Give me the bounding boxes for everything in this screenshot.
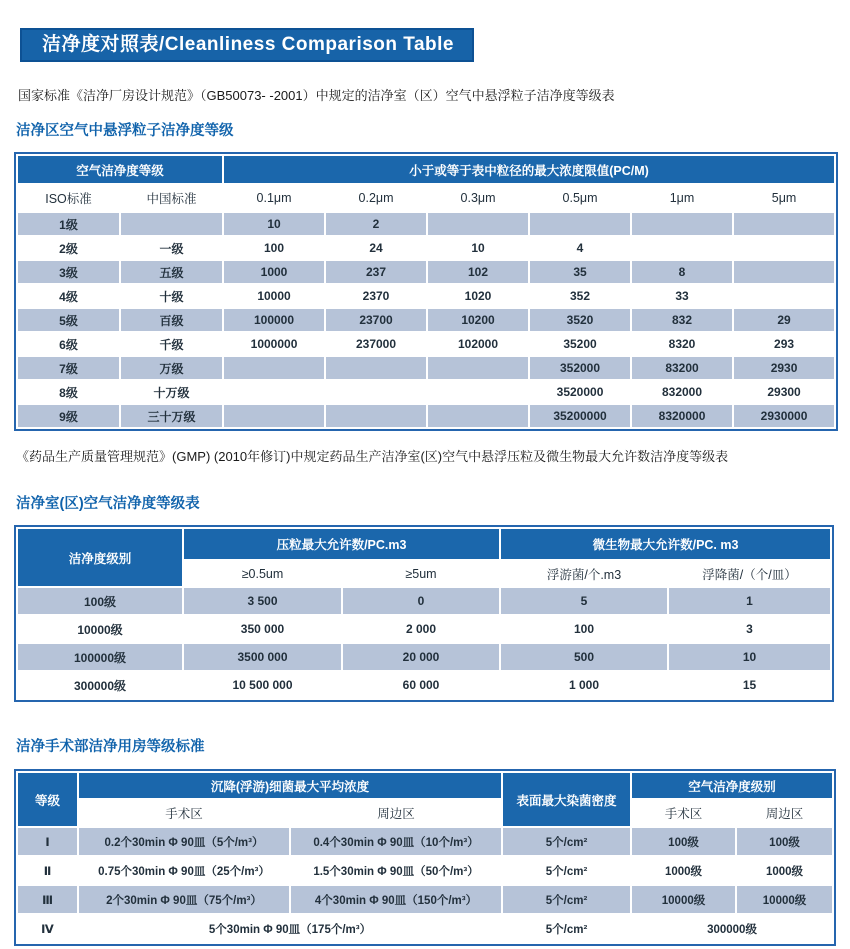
table-cell: 35200	[530, 333, 630, 355]
table-cell: 100	[224, 237, 324, 259]
table-row	[18, 405, 834, 427]
table-cell: 1020	[428, 285, 528, 307]
column-header: 手术区	[632, 800, 735, 826]
header-row	[18, 800, 832, 826]
table-cell: 2级	[18, 237, 119, 259]
table-cell: 100	[501, 616, 667, 642]
table-cell	[734, 285, 834, 307]
table-row	[18, 381, 834, 403]
table-cell	[121, 213, 222, 235]
table-cell: 5个/cm²	[503, 857, 630, 884]
table-cell: 20 000	[343, 644, 499, 670]
cleanroom-level-table	[14, 525, 834, 702]
table-cell: 83200	[632, 357, 732, 379]
table-cell: 7级	[18, 357, 119, 379]
table-cell: 1级	[18, 213, 119, 235]
table-row	[18, 588, 830, 614]
section1-heading: 洁净区空气中悬浮粒子洁净度等级	[16, 123, 234, 139]
table-cell: 8级	[18, 381, 119, 403]
table-cell: 100000级	[18, 644, 182, 670]
header-row	[18, 156, 834, 183]
table-cell: 2930000	[734, 405, 834, 427]
table-cell: Ⅳ	[18, 915, 77, 942]
table-cell: 0	[343, 588, 499, 614]
table-cell: 100000	[224, 309, 324, 331]
section3-heading: 洁净手术部洁净用房等级标准	[16, 739, 205, 755]
table-cell: 293	[734, 333, 834, 355]
table-cell: 10200	[428, 309, 528, 331]
table-cell: 0.75个30min Φ 90皿（25个/m³）	[79, 857, 289, 884]
column-header: 周边区	[737, 800, 832, 826]
table-cell: 832	[632, 309, 732, 331]
table-cell: 10000级	[737, 886, 832, 913]
table-cell	[428, 405, 528, 427]
table-cell: 2 000	[343, 616, 499, 642]
table-cell: 35200000	[530, 405, 630, 427]
column-header: 0.2μm	[326, 185, 426, 211]
table-row	[18, 915, 832, 942]
table-cell: 10000级	[632, 886, 735, 913]
table-cell: 十级	[121, 285, 222, 307]
national-standard-note: 国家标准《洁净厂房设计规范》（GB50073- -2001）中规定的洁净室（区）空气中悬浮粒子洁净度等级表	[18, 88, 615, 103]
table-cell: 0.4个30min Φ 90皿（10个/m³）	[291, 828, 501, 855]
table-cell: 1	[669, 588, 830, 614]
column-header: ≥5um	[343, 561, 499, 586]
column-header: 0.1μm	[224, 185, 324, 211]
table-cell: 29300	[734, 381, 834, 403]
table-cell: 5	[501, 588, 667, 614]
table-cell: 6级	[18, 333, 119, 355]
table-cell: 10000	[224, 285, 324, 307]
table-cell: 4个30min Φ 90皿（150个/m³）	[291, 886, 501, 913]
table-cell: 102000	[428, 333, 528, 355]
table-cell: 百级	[121, 309, 222, 331]
table-cell: 100级	[737, 828, 832, 855]
table-cell: 352000	[530, 357, 630, 379]
table-cell: 5个30min Φ 90皿（175个/m³）	[79, 915, 501, 942]
table-row	[18, 333, 834, 355]
table-cell	[428, 357, 528, 379]
table-cell: 237000	[326, 333, 426, 355]
table-cell: 100级	[18, 588, 182, 614]
table-cell: 5个/cm²	[503, 828, 630, 855]
column-header: ≥0.5um	[184, 561, 341, 586]
column-header: 1μm	[632, 185, 732, 211]
section2-heading: 洁净室(区)空气洁净度等级表	[16, 496, 200, 512]
table-cell: 0.2个30min Φ 90皿（5个/m³）	[79, 828, 289, 855]
table-cell	[734, 261, 834, 283]
column-header: ISO标准	[18, 185, 119, 211]
table-cell: 1.5个30min Φ 90皿（50个/m³）	[291, 857, 501, 884]
table-cell: 4级	[18, 285, 119, 307]
column-header: 中国标准	[121, 185, 222, 211]
table-cell: 10	[428, 237, 528, 259]
table-cell: Ⅰ	[18, 828, 77, 855]
table-row	[18, 828, 832, 855]
table-row	[18, 237, 834, 259]
table-row	[18, 213, 834, 235]
table-row	[18, 644, 830, 670]
column-header: 浮游菌/个.m3	[501, 561, 667, 586]
table-row	[18, 309, 834, 331]
table-cell: 三十万级	[121, 405, 222, 427]
table-cell: 8	[632, 261, 732, 283]
table-cell: 35	[530, 261, 630, 283]
table-cell: 102	[428, 261, 528, 283]
table-cell: 500	[501, 644, 667, 670]
table-cell: Ⅱ	[18, 857, 77, 884]
table-row	[18, 261, 834, 283]
table-cell: 15	[669, 672, 830, 698]
table-cell: 9级	[18, 405, 119, 427]
table-cell: 4	[530, 237, 630, 259]
table-cell: 一级	[121, 237, 222, 259]
table-cell	[326, 405, 426, 427]
table-row	[18, 857, 832, 884]
table-cell: 5个/cm²	[503, 886, 630, 913]
table-cell: 千级	[121, 333, 222, 355]
table-cell: 832000	[632, 381, 732, 403]
table-cell: 3级	[18, 261, 119, 283]
table-cell: 1000级	[632, 857, 735, 884]
table-cell: 33	[632, 285, 732, 307]
table-cell: 10	[224, 213, 324, 235]
column-header: 0.5μm	[530, 185, 630, 211]
table-cell	[326, 381, 426, 403]
table-cell: 2370	[326, 285, 426, 307]
table-cell: 8320	[632, 333, 732, 355]
table-cell: 10 500 000	[184, 672, 341, 698]
column-header: 0.3μm	[428, 185, 528, 211]
column-group-header: 小于或等于表中粒径的最大浓度限值(PC/M)	[224, 156, 834, 183]
table-row	[18, 672, 830, 698]
column-header: 手术区	[79, 800, 289, 826]
column-header: 周边区	[291, 800, 501, 826]
table-cell: 3 500	[184, 588, 341, 614]
table-cell: 5级	[18, 309, 119, 331]
header-row	[18, 773, 832, 798]
table-cell: 2	[326, 213, 426, 235]
column-group-header: 表面最大染菌密度	[503, 773, 630, 826]
table-cell	[734, 213, 834, 235]
table-cell	[326, 357, 426, 379]
table-cell: 3500 000	[184, 644, 341, 670]
table-cell: 24	[326, 237, 426, 259]
table-cell: 60 000	[343, 672, 499, 698]
table-cell: 350 000	[184, 616, 341, 642]
table-cell	[632, 213, 732, 235]
table-cell: 3	[669, 616, 830, 642]
table-cell: Ⅲ	[18, 886, 77, 913]
table-cell: 1000	[224, 261, 324, 283]
table-cell: 10	[669, 644, 830, 670]
table-cell: 237	[326, 261, 426, 283]
column-group-header: 压粒最大允许数/PC.m3	[184, 529, 499, 559]
table-cell: 3520000	[530, 381, 630, 403]
table-cell	[632, 237, 732, 259]
table-row	[18, 285, 834, 307]
table-row	[18, 357, 834, 379]
table-cell	[224, 357, 324, 379]
header-row	[18, 185, 834, 211]
table-cell: 五级	[121, 261, 222, 283]
column-group-header: 空气洁净度级别	[632, 773, 832, 798]
table-cell: 300000级	[632, 915, 832, 942]
table-cell	[734, 237, 834, 259]
table-row	[18, 886, 832, 913]
column-group-header: 沉降(浮游)细菌最大平均浓度	[79, 773, 501, 798]
table-cell: 2930	[734, 357, 834, 379]
table-cell: 万级	[121, 357, 222, 379]
table-cell: 23700	[326, 309, 426, 331]
table-cell: 十万级	[121, 381, 222, 403]
airborne-particle-grade-table	[14, 152, 838, 431]
table-cell: 352	[530, 285, 630, 307]
table-cell	[224, 381, 324, 403]
table-cell: 1 000	[501, 672, 667, 698]
gmp-standard-note: 《药品生产质量管理规范》(GMP) (2010年修订)中规定药品生产洁净室(区)空气中悬浮压粒及微生物最大允许数洁净度等级表	[16, 449, 729, 464]
column-header: 浮降菌/（个/皿）	[669, 561, 830, 586]
table-row	[18, 616, 830, 642]
column-group-header: 微生物最大允许数/PC. m3	[501, 529, 830, 559]
table-cell	[530, 213, 630, 235]
column-group-header: 洁净度级别	[18, 529, 182, 586]
header-row	[18, 529, 830, 559]
page-title: 洁净度对照表/Cleanliness Comparison Table	[20, 28, 474, 62]
table-cell: 100级	[632, 828, 735, 855]
table-cell: 5个/cm²	[503, 915, 630, 942]
table-cell: 8320000	[632, 405, 732, 427]
table-cell: 1000000	[224, 333, 324, 355]
operating-room-grade-table	[14, 769, 836, 946]
table-cell: 10000级	[18, 616, 182, 642]
column-header: 5μm	[734, 185, 834, 211]
table-cell: 2个30min Φ 90皿（75个/m³）	[79, 886, 289, 913]
column-group-header: 空气洁净度等级	[18, 156, 222, 183]
table-cell	[428, 213, 528, 235]
table-cell	[428, 381, 528, 403]
table-cell: 300000级	[18, 672, 182, 698]
table-cell	[224, 405, 324, 427]
column-group-header: 等级	[18, 773, 77, 826]
table-cell: 29	[734, 309, 834, 331]
table-cell: 1000级	[737, 857, 832, 884]
table-cell: 3520	[530, 309, 630, 331]
